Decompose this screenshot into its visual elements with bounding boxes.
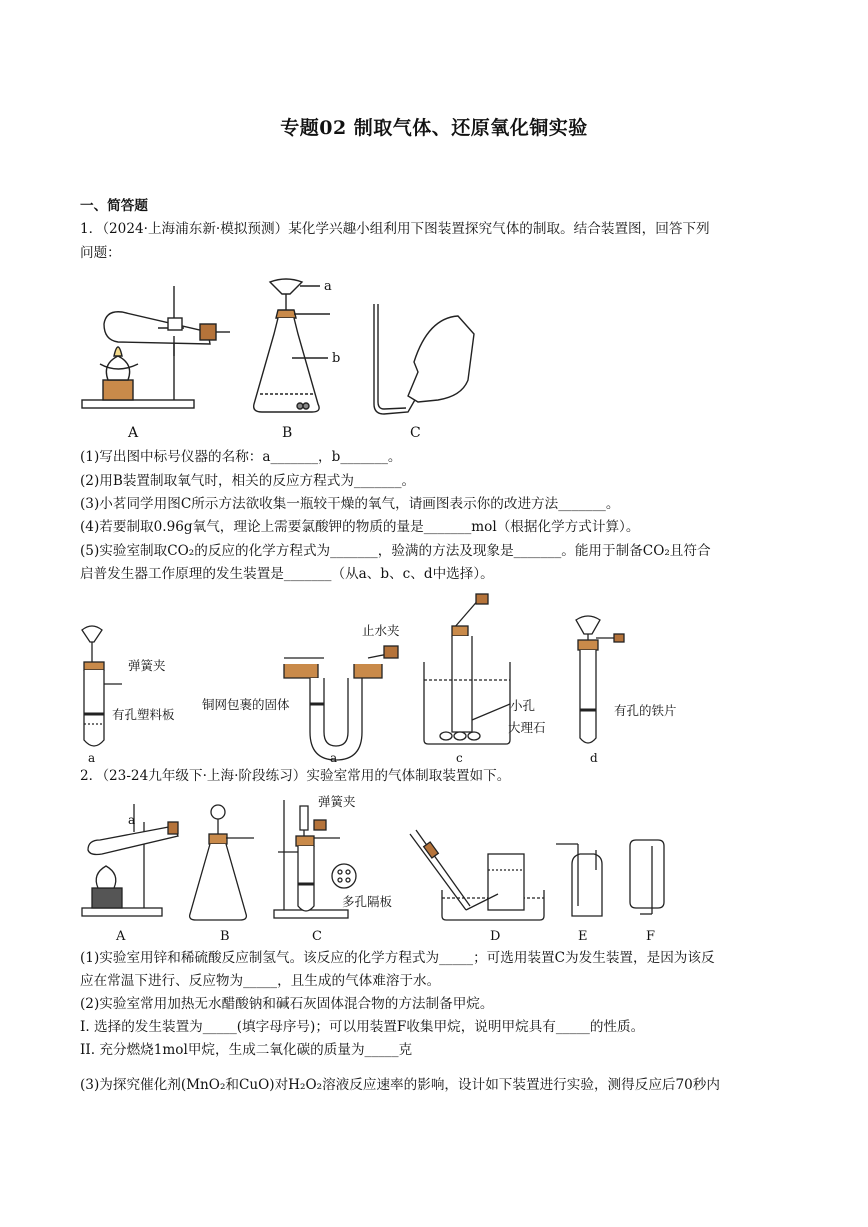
note-small-hole: 小孔 — [510, 698, 536, 713]
fig2-label-3: c — [456, 751, 463, 765]
device-a — [82, 626, 122, 746]
q2-label-b: B — [220, 929, 230, 944]
q2-label-f: F — [646, 929, 656, 944]
q1-item-4: (4)若要制取0.96g氧气，理论上需要氯酸钾的物质的量是_______mol（根据化学方式计算）。 — [80, 519, 640, 535]
note-porous-plate: 有孔塑料板 — [112, 707, 175, 722]
page-title: 专题02 制取气体、还原氧化铜实验 — [280, 117, 588, 139]
q2-item-6: (3)为探究催化剂(MnO₂和CuO)对H₂O₂溶液反应速率的影响，设计如下装置进行实验，测得反应后70秒内 — [80, 1077, 720, 1093]
q1-item-3: (3)小茗同学用图C所示方法欲收集一瓶较干燥的氧气，请画图表示你的改进方法_______。 — [80, 496, 620, 512]
q1-item-5: (5)实验室制取CO₂的反应的化学方程式为_______，验满的方法及现象是_______。能用于制备CO₂且符合 — [80, 543, 711, 559]
q1-item-2: (2)用B装置制取氧气时，相关的反应方程式为_______。 — [80, 473, 416, 489]
note-iron-plate: 有孔的铁片 — [614, 703, 677, 718]
device-d — [576, 616, 624, 743]
fig2-label-4: d — [590, 751, 598, 765]
q2-item-1: (1)实验室用锌和稀硫酸反应制氢气。该反应的化学方程式为_____；可选用装置C为发生装置，是因为该反 — [80, 950, 715, 966]
q1-item-6: 启普发生器工作原理的发生装置是_______（从a、b、c、d中选择）。 — [80, 566, 494, 582]
device-u-tube — [284, 646, 398, 760]
q1-generator-figure — [78, 592, 678, 767]
q1-item-1: (1)写出图中标号仪器的名称：a_______，b_______。 — [80, 449, 402, 465]
fig2-label-1: a — [88, 751, 96, 765]
q2-apparatus-d — [410, 830, 544, 920]
q2-intro: 2．（23-24九年级下·上海·阶段练习）实验室常用的气体制取装置如下。 — [80, 768, 511, 784]
q2-note-partition: 多孔隔板 — [342, 894, 393, 909]
q2-apparatus-e — [556, 844, 602, 916]
note-spring-clip: 弹簧夹 — [128, 658, 166, 673]
label-a: A — [128, 425, 139, 441]
q2-item-4: I. 选择的发生装置为_____(填字母序号)；可以用装置F收集甲烷，说明甲烷具有_____的性质。 — [80, 1019, 645, 1035]
fig2-label-2: a — [330, 751, 338, 765]
apparatus-c-collection — [374, 304, 474, 414]
q2-apparatus-b — [190, 805, 254, 920]
label-c: C — [410, 425, 421, 441]
q2-label-a: A — [116, 929, 126, 944]
apparatus-b-flask — [254, 279, 330, 412]
apparatus-a-heating — [82, 286, 230, 408]
note-stop-clip: 止水夹 — [362, 623, 400, 638]
note-copper-mesh: 铜网包裹的固体 — [202, 697, 290, 712]
q2-label-e: E — [578, 929, 588, 944]
q1-intro-line2: 问题： — [80, 245, 121, 261]
label-b: B — [282, 425, 293, 441]
q2-note-spring-clip: 弹簧夹 — [318, 794, 356, 809]
q2-label-d: D — [490, 929, 501, 944]
q2-item-3: (2)实验室常用加热无水醋酸钠和碱石灰固体混合物的方法制备甲烷。 — [80, 996, 494, 1012]
section-heading: 一、简答题 — [80, 198, 148, 214]
q2-mark-a: a — [128, 813, 136, 827]
q2-apparatus-f — [630, 840, 664, 914]
q2-item-5: II. 充分燃烧1mol甲烷，生成二氧化碳的质量为_____克 — [80, 1042, 413, 1058]
mark-b: b — [332, 351, 341, 366]
device-c-beaker — [424, 594, 510, 744]
q2-label-c: C — [312, 929, 322, 944]
mark-a: a — [324, 279, 332, 294]
q1-apparatus-figure — [78, 272, 478, 442]
note-marble: 大理石 — [508, 720, 546, 735]
q1-intro-line1: 1．（2024·上海浦东新·模拟预测）某化学兴趣小组利用下图装置探究气体的制取。结合装置图，回答下列 — [80, 221, 710, 237]
q2-item-2: 应在常温下进行、反应物为_____，且生成的气体难溶于水。 — [80, 973, 441, 989]
q2-apparatus-figure — [78, 790, 678, 950]
